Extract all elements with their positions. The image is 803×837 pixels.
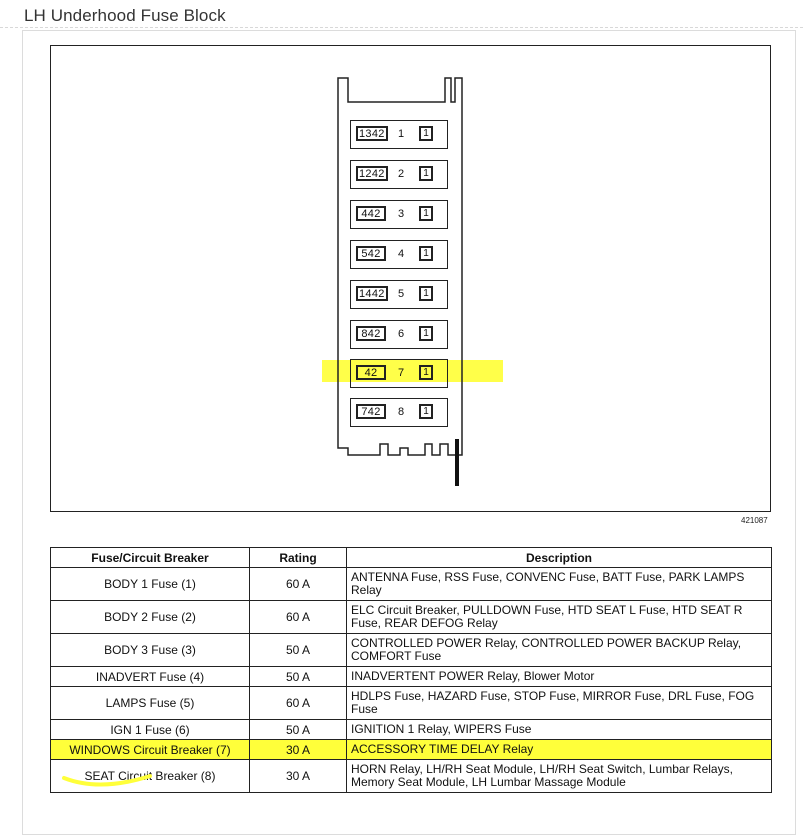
fuse-number: 4: [398, 248, 405, 260]
fuse-amp: 1: [419, 166, 433, 181]
fuse-name-cell: WINDOWS Circuit Breaker (7): [51, 740, 250, 760]
fuse-amp: 1: [419, 246, 433, 261]
description-cell: ELC Circuit Breaker, PULLDOWN Fuse, HTD SEAT L Fuse, HTD SEAT R Fuse, REAR DEFOG Relay: [347, 601, 772, 634]
rating-cell: 60 A: [250, 568, 347, 601]
rating-cell: 30 A: [250, 740, 347, 760]
fuse-code: 742: [356, 404, 386, 419]
fuse-slot-4: [350, 240, 448, 269]
column-header-description: Description: [347, 548, 772, 568]
fuse-amp: 1: [419, 365, 433, 380]
fuse-number: 7: [398, 367, 405, 379]
fuse-code: 1342: [356, 126, 388, 141]
fuse-code: 442: [356, 206, 386, 221]
fuse-amp: 1: [419, 326, 433, 341]
fuse-slot-8: [350, 398, 448, 427]
description-cell: IGNITION 1 Relay, WIPERS Fuse: [347, 720, 772, 740]
fuse-amp: 1: [419, 206, 433, 221]
rating-cell: 50 A: [250, 720, 347, 740]
rating-cell: 30 A: [250, 760, 347, 793]
fuse-code: 1442: [356, 286, 388, 301]
column-header-rating: Rating: [250, 548, 347, 568]
fuse-amp: 1: [419, 286, 433, 301]
page-title: LH Underhood Fuse Block: [24, 6, 226, 25]
description-cell: CONTROLLED POWER Relay, CONTROLLED POWER BACKUP Relay, COMFORT Fuse: [347, 634, 772, 667]
fuse-slot-7: [350, 359, 448, 388]
fuse-code: 542: [356, 246, 386, 261]
rating-cell: 60 A: [250, 601, 347, 634]
table-row: [51, 720, 772, 740]
fuse-number: 8: [398, 406, 405, 418]
fuse-slot-2: [350, 160, 448, 189]
fuse-slot-5: [350, 280, 448, 309]
fuse-code: 842: [356, 326, 386, 341]
fuse-number: 6: [398, 328, 405, 340]
fuse-number: 5: [398, 288, 405, 300]
description-cell: INADVERTENT POWER Relay, Blower Motor: [347, 667, 772, 687]
table-row: [51, 687, 772, 720]
fuse-slot-6: [350, 320, 448, 349]
fuse-amp: 1: [419, 126, 433, 141]
rating-cell: 50 A: [250, 634, 347, 667]
figure-number: 421087: [741, 516, 768, 525]
column-header-fuse: Fuse/Circuit Breaker: [51, 548, 250, 568]
fuse-table: [50, 547, 772, 793]
table-row: [51, 601, 772, 634]
table-row-highlighted: [51, 740, 772, 760]
fuse-name-cell: BODY 3 Fuse (3): [51, 634, 250, 667]
table-row: [51, 634, 772, 667]
description-cell: ACCESSORY TIME DELAY Relay: [347, 740, 772, 760]
fuse-number: 3: [398, 208, 405, 220]
fuse-name-cell: IGN 1 Fuse (6): [51, 720, 250, 740]
fuse-slot-1: [350, 120, 448, 149]
fuse-code: 42: [356, 365, 386, 380]
fuse-amp: 1: [419, 404, 433, 419]
fuse-slot-3: [350, 200, 448, 229]
description-cell: HDLPS Fuse, HAZARD Fuse, STOP Fuse, MIRROR Fuse, DRL Fuse, FOG Fuse: [347, 687, 772, 720]
highlighter-scribble: [60, 770, 170, 800]
fuse-name-cell: LAMPS Fuse (5): [51, 687, 250, 720]
fuse-name-cell: BODY 2 Fuse (2): [51, 601, 250, 634]
table-row: [51, 667, 772, 687]
rating-cell: 50 A: [250, 667, 347, 687]
fuse-name-cell: INADVERT Fuse (4): [51, 667, 250, 687]
description-cell: HORN Relay, LH/RH Seat Module, LH/RH Seat Switch, Lumbar Relays, Memory Seat Module, LH Lumbar Massage Module: [347, 760, 772, 793]
table-header-row: [51, 548, 772, 568]
fuse-number: 1: [398, 128, 405, 140]
fuse-number: 2: [398, 168, 405, 180]
fuse-code: 1242: [356, 166, 388, 181]
title-divider: [0, 27, 803, 28]
fuse-name-cell: SEAT Circuit Breaker (8): [51, 760, 250, 793]
table-row: [51, 568, 772, 601]
fuse-name-cell: BODY 1 Fuse (1): [51, 568, 250, 601]
rating-cell: 60 A: [250, 687, 347, 720]
description-cell: ANTENNA Fuse, RSS Fuse, CONVENC Fuse, BATT Fuse, PARK LAMPS Relay: [347, 568, 772, 601]
